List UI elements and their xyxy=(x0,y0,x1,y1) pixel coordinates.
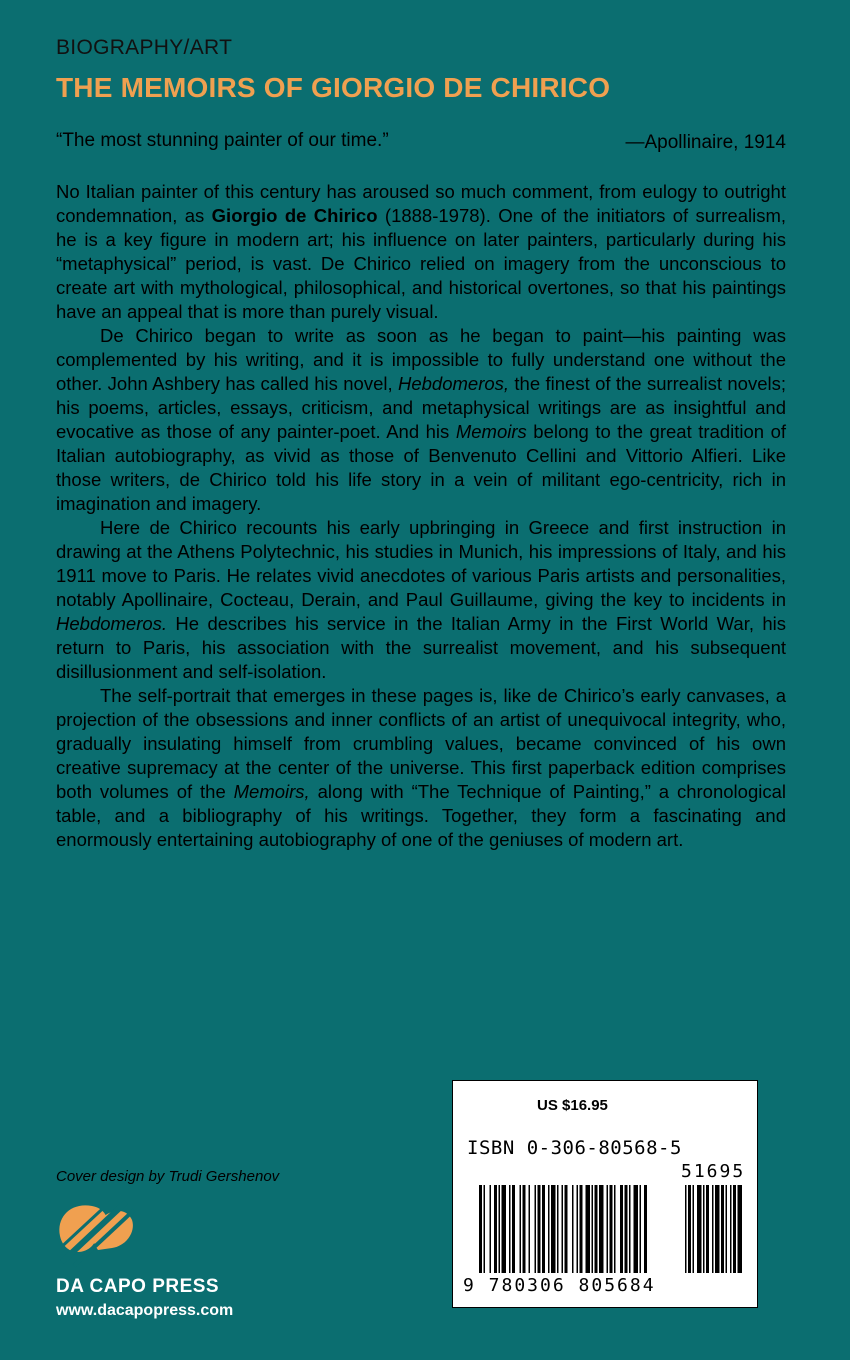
p1-text-a: No Italian painter of this century has aroused so much comment, from eulogy to outright condemnation, as xyxy=(56,181,786,226)
p2-italic-1: Hebdomeros, xyxy=(397,373,510,394)
p2-text-b: the finest of the surrealist novels; his poems, articles, essays, criticism, and metaphysical writings are as insightful and evocative as those of any painter-poet. And his xyxy=(56,373,786,442)
p3-italic-1: Hebdomeros. xyxy=(56,613,168,634)
p3-text-b: He describes his service in the Italian Army in the First World War, his return to Paris, his association with the surrealist movement, and his subsequent disillusionment and self-isolation. xyxy=(56,613,786,682)
paragraph-2 xyxy=(56,324,786,516)
quote-attribution: —Apollinaire, 1914 xyxy=(625,132,786,153)
p1-text-b: (1888-1978). One of the initiators of surrealism, he is a key figure in modern art; his influence on later painters, particularly during his “metaphysical” period, is vast. De Chirico relied on imagery from the unconscious to create art with mythological, philosophical, and historical overtones, so that his paintings have an appeal that is more than purely visual. xyxy=(56,205,787,322)
ean-number: 9 780306 805684 xyxy=(463,1275,656,1296)
p4-text-a: The self-portrait that emerges in these pages is, like de Chirico’s early canvases, a projection of the obsessions and inner conflicts of an artist of unequivocal integrity, who, gradually insulating himself from crumbling values, became convinced of his own creative supremacy at the center of the universe. This first paperback edition comprises both volumes of the xyxy=(56,685,786,802)
paragraph-4 xyxy=(56,684,786,852)
price-supplement-code: 51695 xyxy=(681,1161,746,1182)
description xyxy=(56,180,786,852)
category-label: BIOGRAPHY/ART xyxy=(56,36,233,59)
p2-text-c: belong to the great tradition of Italian autobiography, as vivid as those of Benvenuto Cellini and Vittorio Alfieri. Like those writers, de Chirico told his life story in a vein of militant ego-centricity, rich in imagination and imagery. xyxy=(56,421,787,514)
paragraph-1 xyxy=(56,180,786,324)
author-name: Giorgio de Chirico xyxy=(211,205,378,226)
p4-italic-1: Memoirs, xyxy=(233,781,310,802)
p4-text-b: along with “The Technique of Painting,” a chronological table, and a bibliography of his writings. Together, they form a fascinating and enormously entertaining autobiography of one of the geniuses of modern art. xyxy=(56,781,786,850)
barcode-icon xyxy=(479,1185,743,1277)
paragraph-3 xyxy=(56,516,786,684)
quote-text: “The most stunning painter of our time.” xyxy=(56,130,389,151)
cover-design-credit: Cover design by Trudi Gershenov xyxy=(56,1168,280,1185)
publisher-logo-icon xyxy=(52,1196,136,1273)
price-label: US $16.95 xyxy=(537,1097,608,1114)
isbn-label: ISBN 0-306-80568-5 xyxy=(467,1137,682,1159)
publisher-name: DA CAPO PRESS xyxy=(56,1276,220,1297)
blurb-quote xyxy=(56,130,786,152)
p2-text-a: De Chirico began to write as soon as he began to paint—his painting was complemented by his writing, and it is impossible to fully understand one without the other. John Ashbery has called his novel, xyxy=(56,325,786,394)
book-title: THE MEMOIRS OF GIORGIO DE CHIRICO xyxy=(56,72,611,103)
publisher-website: www.dacapopress.com xyxy=(56,1302,234,1319)
p3-text-a: Here de Chirico recounts his early upbringing in Greece and first instruction in drawing at the Athens Polytechnic, his studies in Munich, his impressions of Italy, and his 1911 move to Paris. He relates vivid anecdotes of various Paris artists and personalities, notably Apollinaire, Cocteau, Derain, and Paul Guillaume, giving the key to incidents in xyxy=(56,517,786,610)
barcode-box xyxy=(452,1080,758,1308)
p2-italic-2: Memoirs xyxy=(455,421,527,442)
